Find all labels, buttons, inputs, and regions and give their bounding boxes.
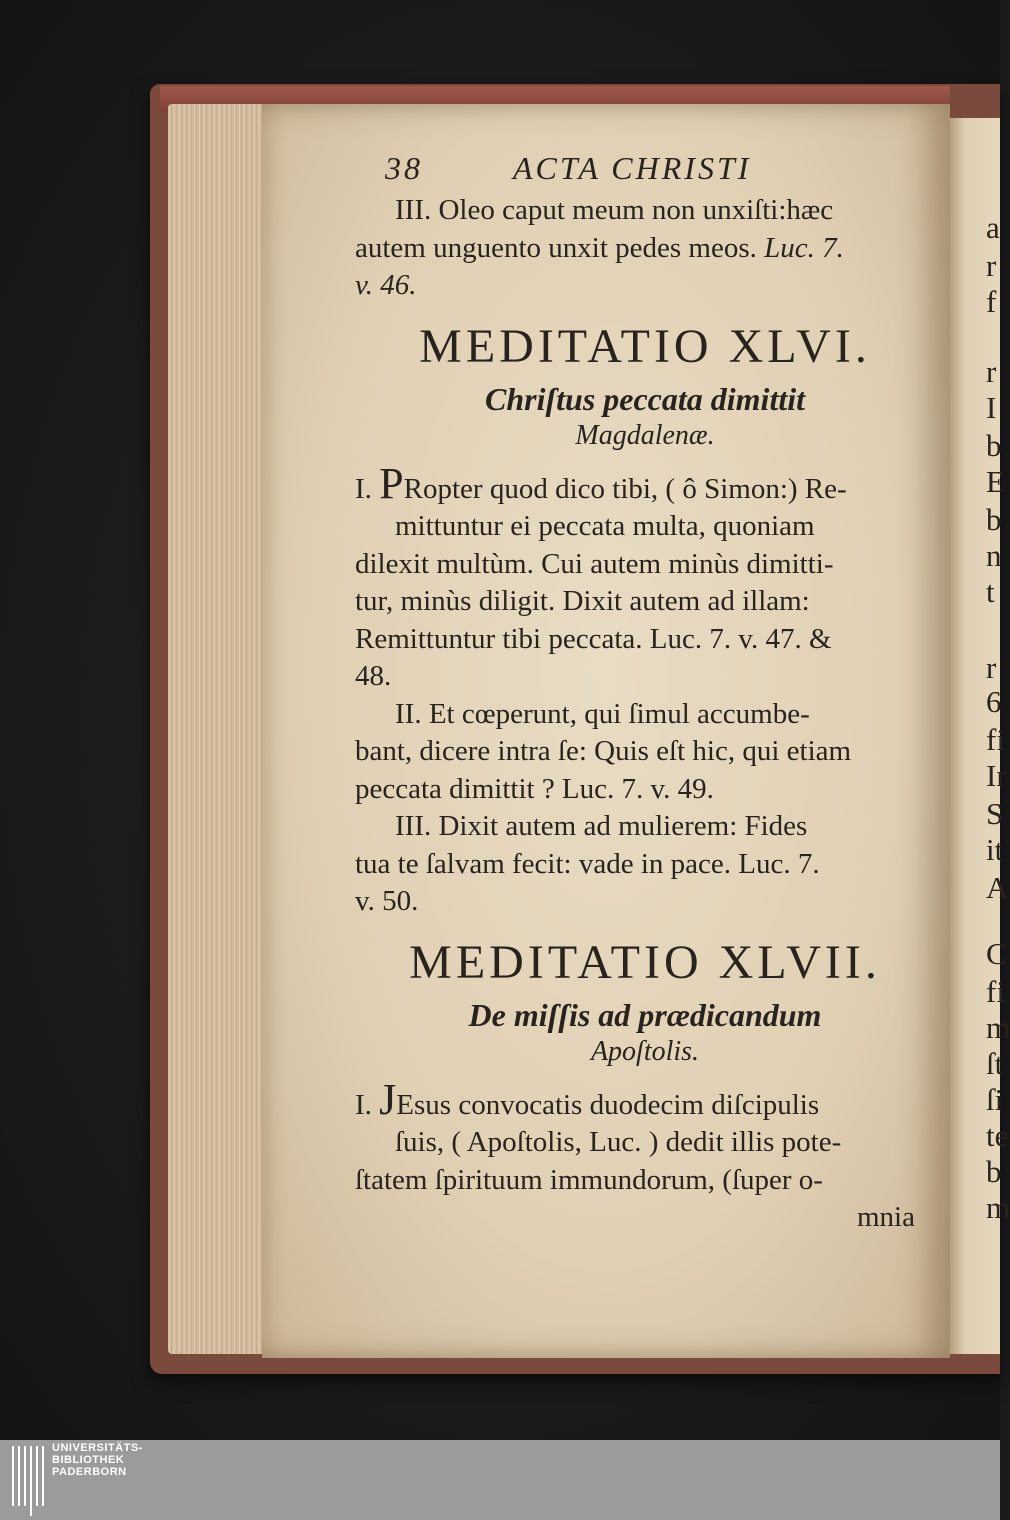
facing-page-fragment: b [986, 502, 1002, 537]
text-line [355, 230, 935, 268]
text-line: v. 46. [355, 269, 417, 301]
library-name-line: UNIVERSITÄTS- [52, 1442, 143, 1454]
meditation-47-subtitle-line2: Apoſtolis. [590, 1035, 700, 1067]
facing-page-fragment: m [986, 1010, 1010, 1045]
facing-page-fragment: r [986, 248, 997, 283]
text-line: peccata dimittit ? Luc. 7. v. 49. [355, 772, 714, 805]
meditation-47-subtitle: De miſſis ad prædicandum [468, 996, 822, 1033]
facing-page-fragment: te [986, 1118, 1009, 1153]
library-name [52, 1442, 143, 1478]
facing-page-fragment: r [986, 650, 997, 685]
paragraph [355, 458, 935, 696]
paragraph [355, 1074, 935, 1237]
running-title: ACTA CHRISTI [513, 150, 752, 186]
text-line: tua te ſalvam fecit: vade in pace. Luc. 7. [355, 847, 820, 880]
meditation-46-subtitle-line2: Magdalenæ. [575, 419, 715, 451]
text-line: mittuntur ei peccata multa, quoniam [395, 510, 815, 542]
meditation-46-subtitle: Chriſtus peccata dimittit [484, 380, 805, 417]
library-name-line: BIBLIOTHEK [52, 1454, 125, 1466]
catchword: mnia [857, 1201, 915, 1233]
paragraph-number: I. [355, 472, 372, 505]
page-edges [168, 104, 268, 1354]
facing-page-edge [950, 118, 1010, 1354]
text-line [355, 1074, 935, 1125]
facing-page-fragment: E [986, 464, 1005, 499]
facing-page-fragment: b [986, 1154, 1002, 1189]
page-number: 38 [385, 150, 423, 186]
facing-page-fragment: r [986, 354, 997, 389]
text-line [355, 458, 935, 509]
facing-page-fragment: A [986, 870, 1009, 905]
running-head [355, 150, 935, 192]
footer-bar [0, 1440, 1000, 1520]
text-line: 48. [355, 660, 392, 692]
facing-page-fragment: C [986, 936, 1007, 971]
text-line: ſtatem ſpirituum immundorum, (ſuper o- [355, 1163, 823, 1196]
facing-page-fragment: t [986, 574, 995, 609]
facing-page-fragment: fi [986, 974, 1005, 1009]
page-text [355, 150, 935, 1237]
facing-page-fragment: f [986, 284, 997, 319]
scripture-reference: Luc. 7. [764, 231, 844, 264]
text-line: Remittuntur tibi peccata. Luc. 7. v. 47. & [355, 622, 832, 655]
facing-page-fragment: m [986, 1190, 1010, 1225]
text-line: dilexit multùm. Cui autem minùs dimitti- [355, 547, 834, 580]
library-name-line: PADERBORN [52, 1466, 127, 1478]
text-line: III. Oleo caput meum non unxiſti:hæc [395, 194, 834, 226]
text-line: bant, dicere intra ſe: Quis eſt hic, qui etiam [355, 735, 852, 767]
facing-page-fragment: I [986, 390, 997, 425]
text-segment: autem unguento unxit pedes meos. [355, 231, 757, 264]
facing-page-fragment: n [986, 538, 1002, 573]
drop-cap: J [379, 1074, 397, 1124]
paragraph-number: I. [355, 1088, 372, 1121]
facing-page-fragment: Ir [986, 758, 1007, 793]
facing-page-fragment: b [986, 428, 1002, 463]
text-line: II. Et cœperunt, qui ſimul accumbe- [395, 697, 810, 730]
text-segment: Esus convocatis duodecim diſcipulis [396, 1088, 820, 1121]
text-segment: Ropter quod dico tibi, ( ô Simon:) Re- [403, 472, 847, 505]
facing-page-fragment: 6 [986, 684, 1002, 719]
library-logo-icon [12, 1446, 46, 1516]
text-line: v. 50. [355, 885, 419, 917]
drop-cap: P [379, 458, 404, 508]
text-line: tur, minùs diligit. Dixit autem ad illam: [355, 585, 810, 617]
text-line: III. Dixit autem ad mulierem: Fides [395, 810, 808, 842]
facing-page-fragment: S [986, 796, 1004, 831]
paragraph [355, 696, 935, 809]
paragraph [355, 808, 935, 921]
facing-page-fragment: ſt [986, 1046, 1004, 1081]
facing-page-fragment: fi [986, 722, 1005, 757]
facing-page-fragment: it [986, 832, 1004, 867]
facing-page-fragment: ſi [986, 1082, 1004, 1117]
meditation-47-title: MEDITATIO XLVII. [409, 935, 881, 989]
text-line: ſuis, ( Apoſtolis, Luc. ) dedit illis pote- [395, 1126, 842, 1158]
meditation-46-title: MEDITATIO XLVI. [419, 319, 871, 373]
facing-page-fragment: a [986, 210, 1000, 245]
